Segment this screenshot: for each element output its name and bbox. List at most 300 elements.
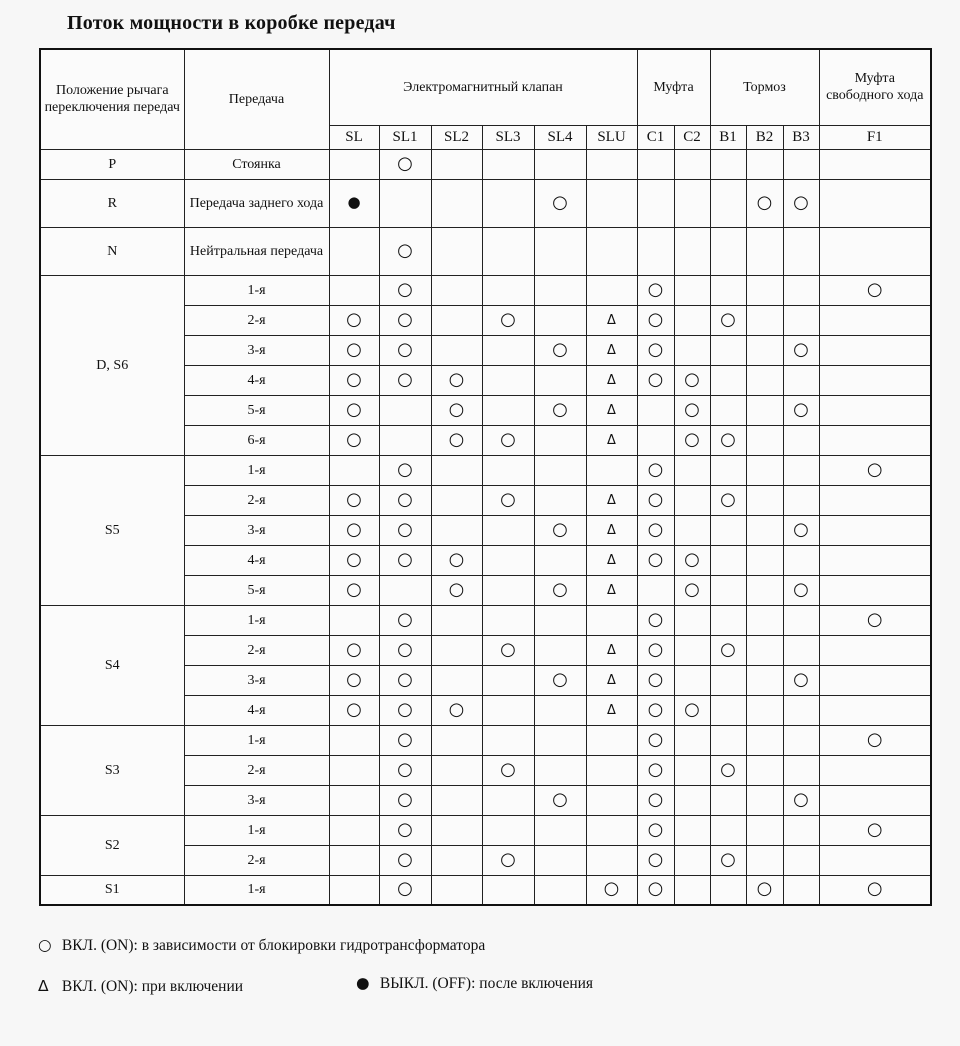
mark-cell	[746, 305, 783, 335]
mark-cell	[431, 575, 482, 605]
column-code-c1: C1	[637, 125, 674, 149]
gear-cell: 4-я	[184, 365, 329, 395]
mark-cell	[379, 305, 431, 335]
filled-dot-icon: ●	[356, 974, 370, 992]
mark-cell	[379, 605, 431, 635]
mark-cell	[482, 755, 534, 785]
gear-cell: Стоянка	[184, 149, 329, 179]
mark-cell	[674, 575, 710, 605]
mark-cell	[379, 149, 431, 179]
mark-cell	[379, 785, 431, 815]
mark-cell	[637, 695, 674, 725]
mark-cell	[431, 695, 482, 725]
mark-cell	[783, 335, 819, 365]
mark-cell	[637, 635, 674, 665]
mark-cell	[482, 305, 534, 335]
circle-icon: ○	[397, 488, 413, 510]
mark-cell	[534, 875, 586, 905]
mark-cell	[482, 875, 534, 905]
table-row	[40, 149, 931, 179]
mark-cell	[710, 179, 746, 227]
mark-cell	[819, 515, 931, 545]
mark-cell	[482, 845, 534, 875]
mark-cell	[482, 515, 534, 545]
mark-cell	[431, 845, 482, 875]
mark-cell	[819, 785, 931, 815]
mark-cell	[534, 785, 586, 815]
gear-cell: 2-я	[184, 485, 329, 515]
circle-icon: ○	[647, 548, 664, 570]
mark-cell	[329, 875, 379, 905]
mark-cell	[482, 395, 534, 425]
mark-cell	[431, 395, 482, 425]
mark-cell	[637, 149, 674, 179]
mark-cell	[637, 575, 674, 605]
circle-icon: ○	[720, 758, 736, 780]
mark-cell	[482, 665, 534, 695]
mark-cell	[637, 425, 674, 455]
mark-cell	[783, 179, 819, 227]
triangle-icon: Δ	[607, 492, 616, 508]
circle-icon: ○	[346, 578, 362, 600]
page-title: Поток мощности в коробке передач	[67, 12, 396, 34]
mark-cell	[482, 335, 534, 365]
lever-position-cell: D, S6	[40, 275, 184, 455]
lever-position-cell: S5	[40, 455, 184, 605]
circle-icon: ○	[866, 878, 883, 900]
circle-icon: ○	[684, 578, 700, 600]
mark-cell	[534, 275, 586, 305]
table-row	[40, 815, 931, 845]
mark-cell	[534, 515, 586, 545]
mark-cell	[534, 365, 586, 395]
lever-position-cell: S2	[40, 815, 184, 875]
column-code-slu: SLU	[586, 125, 637, 149]
filled-dot-icon: ●	[347, 193, 361, 211]
mark-cell	[482, 485, 534, 515]
mark-cell	[534, 485, 586, 515]
mark-cell	[329, 545, 379, 575]
mark-cell	[586, 365, 637, 395]
mark-cell	[379, 695, 431, 725]
triangle-icon: Δ	[607, 312, 616, 328]
circle-icon: ○	[793, 338, 809, 360]
mark-cell	[431, 365, 482, 395]
circle-icon: ○	[756, 191, 773, 213]
circle-icon: ○	[684, 698, 700, 720]
circle-icon: ○	[756, 878, 773, 900]
mark-cell	[783, 425, 819, 455]
column-code-b2: B2	[746, 125, 783, 149]
mark-cell	[379, 815, 431, 845]
mark-cell	[710, 485, 746, 515]
mark-cell	[329, 227, 379, 275]
mark-cell	[431, 515, 482, 545]
mark-cell	[534, 545, 586, 575]
gear-cell: 1-я	[184, 875, 329, 905]
mark-cell	[674, 665, 710, 695]
mark-cell	[329, 395, 379, 425]
mark-cell	[534, 455, 586, 485]
mark-cell	[637, 485, 674, 515]
mark-cell	[482, 365, 534, 395]
lever-position-cell: N	[40, 227, 184, 275]
circle-icon: ○	[647, 608, 664, 630]
mark-cell	[674, 275, 710, 305]
mark-cell	[710, 725, 746, 755]
table-row	[40, 227, 931, 275]
header-lever-position: Положение рычага переключения передач	[40, 49, 184, 149]
mark-cell	[674, 635, 710, 665]
lever-position-cell: S1	[40, 875, 184, 905]
mark-cell	[783, 305, 819, 335]
circle-icon: ○	[647, 668, 664, 690]
triangle-icon: Δ	[38, 977, 49, 995]
mark-cell	[819, 635, 931, 665]
circle-icon: ○	[397, 698, 413, 720]
mark-cell	[482, 545, 534, 575]
circle-icon: ○	[397, 518, 413, 540]
circle-icon: ○	[397, 668, 413, 690]
circle-icon: ○	[346, 638, 362, 660]
mark-cell	[710, 695, 746, 725]
mark-cell	[674, 179, 710, 227]
circle-icon: ○	[720, 638, 736, 660]
mark-cell	[586, 395, 637, 425]
circle-icon: ○	[603, 878, 620, 900]
gear-cell: 5-я	[184, 395, 329, 425]
circle-icon: ○	[647, 488, 664, 510]
mark-cell	[746, 335, 783, 365]
circle-icon: ○	[397, 239, 413, 261]
circle-icon: ○	[397, 638, 413, 660]
circle-icon: ○	[647, 848, 664, 870]
mark-cell	[783, 149, 819, 179]
mark-cell	[329, 305, 379, 335]
gear-cell: 3-я	[184, 785, 329, 815]
mark-cell	[586, 179, 637, 227]
legend-circle	[38, 936, 485, 955]
circle-icon: ○	[647, 368, 664, 390]
mark-cell	[637, 845, 674, 875]
lever-position-cell: R	[40, 179, 184, 227]
mark-cell	[379, 755, 431, 785]
lever-position-cell: P	[40, 149, 184, 179]
mark-cell	[431, 425, 482, 455]
circle-icon: ○	[684, 548, 700, 570]
mark-cell	[819, 365, 931, 395]
mark-cell	[819, 395, 931, 425]
mark-cell	[783, 845, 819, 875]
mark-cell	[746, 455, 783, 485]
gear-cell: 3-я	[184, 515, 329, 545]
circle-icon: ○	[552, 518, 568, 540]
circle-icon: ○	[448, 398, 465, 420]
mark-cell	[586, 755, 637, 785]
mark-cell	[431, 755, 482, 785]
legend-dot-text: ВЫКЛ. (OFF): после включения	[379, 975, 594, 992]
mark-cell	[329, 845, 379, 875]
mark-cell	[534, 695, 586, 725]
circle-icon: ○	[866, 818, 883, 840]
mark-cell	[329, 755, 379, 785]
mark-cell	[783, 815, 819, 845]
circle-icon: ○	[793, 578, 809, 600]
mark-cell	[637, 815, 674, 845]
mark-cell	[534, 635, 586, 665]
circle-icon: ○	[552, 398, 568, 420]
circle-icon: ○	[647, 308, 664, 330]
mark-cell	[746, 575, 783, 605]
circle-icon: ○	[647, 458, 664, 480]
triangle-icon: Δ	[607, 342, 616, 358]
mark-cell	[431, 635, 482, 665]
gear-cell: 1-я	[184, 725, 329, 755]
mark-cell	[379, 545, 431, 575]
circle-icon: ○	[397, 758, 413, 780]
circle-icon: ○	[448, 698, 465, 720]
mark-cell	[329, 179, 379, 227]
circle-icon: ○	[793, 191, 809, 213]
column-code-sl: SL	[329, 125, 379, 149]
circle-icon: ○	[552, 578, 568, 600]
mark-cell	[710, 227, 746, 275]
mark-cell	[329, 635, 379, 665]
circle-icon: ○	[647, 698, 664, 720]
circle-icon: ○	[397, 368, 413, 390]
mark-cell	[637, 875, 674, 905]
mark-cell	[329, 575, 379, 605]
header-oneway-clutch: Муфта свободного хода	[819, 49, 931, 125]
legend-dot	[356, 974, 593, 993]
circle-icon: ○	[500, 848, 516, 870]
mark-cell	[746, 785, 783, 815]
gear-cell: 1-я	[184, 275, 329, 305]
mark-cell	[431, 725, 482, 755]
gear-cell: 6-я	[184, 425, 329, 455]
mark-cell	[674, 335, 710, 365]
mark-cell	[674, 755, 710, 785]
mark-cell	[746, 149, 783, 179]
mark-cell	[783, 755, 819, 785]
mark-cell	[586, 785, 637, 815]
mark-cell	[674, 605, 710, 635]
mark-cell	[674, 425, 710, 455]
mark-cell	[586, 725, 637, 755]
circle-icon: ○	[448, 578, 465, 600]
mark-cell	[482, 575, 534, 605]
circle-icon: ○	[866, 608, 883, 630]
gear-cell: 4-я	[184, 545, 329, 575]
gear-cell: 2-я	[184, 755, 329, 785]
circle-icon: ○	[684, 428, 700, 450]
mark-cell	[482, 227, 534, 275]
triangle-icon: Δ	[607, 672, 616, 688]
gear-cell: 1-я	[184, 455, 329, 485]
mark-cell	[431, 305, 482, 335]
mark-cell	[746, 179, 783, 227]
mark-cell	[674, 845, 710, 875]
gear-cell: Нейтральная передача	[184, 227, 329, 275]
mark-cell	[329, 275, 379, 305]
mark-cell	[637, 605, 674, 635]
mark-cell	[586, 875, 637, 905]
triangle-icon: Δ	[607, 552, 616, 568]
circle-icon: ○	[684, 398, 700, 420]
mark-cell	[783, 665, 819, 695]
circle-icon: ○	[448, 428, 465, 450]
circle-icon: ○	[397, 878, 413, 900]
mark-cell	[586, 665, 637, 695]
circle-icon: ○	[500, 758, 516, 780]
mark-cell	[710, 149, 746, 179]
mark-cell	[586, 515, 637, 545]
mark-cell	[482, 785, 534, 815]
mark-cell	[534, 815, 586, 845]
mark-cell	[379, 335, 431, 365]
table-row	[40, 605, 931, 635]
mark-cell	[674, 815, 710, 845]
mark-cell	[586, 545, 637, 575]
mark-cell	[431, 485, 482, 515]
circle-icon: ○	[684, 368, 700, 390]
mark-cell	[586, 305, 637, 335]
legend-circle-text: ВКЛ. (ON): в зависимости от блокировки гидротрансформатора	[61, 937, 486, 954]
column-code-b3: B3	[783, 125, 819, 149]
mark-cell	[637, 755, 674, 785]
mark-cell	[329, 455, 379, 485]
column-code-sl1: SL1	[379, 125, 431, 149]
circle-icon: ○	[346, 398, 362, 420]
mark-cell	[431, 149, 482, 179]
triangle-icon: Δ	[607, 372, 616, 388]
mark-cell	[674, 515, 710, 545]
mark-cell	[534, 149, 586, 179]
mark-cell	[783, 275, 819, 305]
mark-cell	[746, 815, 783, 845]
mark-cell	[431, 455, 482, 485]
mark-cell	[819, 725, 931, 755]
mark-cell	[431, 875, 482, 905]
mark-cell	[783, 227, 819, 275]
mark-cell	[783, 875, 819, 905]
mark-cell	[819, 545, 931, 575]
circle-icon: ○	[346, 428, 362, 450]
mark-cell	[819, 665, 931, 695]
column-code-c2: C2	[674, 125, 710, 149]
mark-cell	[710, 875, 746, 905]
circle-icon: ○	[500, 308, 516, 330]
mark-cell	[674, 545, 710, 575]
mark-cell	[431, 785, 482, 815]
mark-cell	[534, 725, 586, 755]
circle-icon: ○	[397, 548, 413, 570]
mark-cell	[586, 149, 637, 179]
circle-icon: ○	[500, 428, 516, 450]
column-code-f1: F1	[819, 125, 931, 149]
circle-icon: ○	[647, 878, 664, 900]
mark-cell	[329, 695, 379, 725]
mark-cell	[746, 845, 783, 875]
circle-icon: ○	[397, 338, 413, 360]
circle-icon: ○	[793, 398, 809, 420]
circle-icon: ○	[346, 338, 362, 360]
table-row	[40, 725, 931, 755]
mark-cell	[329, 425, 379, 455]
circle-icon: ○	[346, 308, 362, 330]
mark-cell	[674, 365, 710, 395]
mark-cell	[783, 485, 819, 515]
triangle-icon: Δ	[607, 402, 616, 418]
mark-cell	[746, 545, 783, 575]
mark-cell	[586, 845, 637, 875]
mark-cell	[819, 179, 931, 227]
gear-cell: 1-я	[184, 815, 329, 845]
triangle-icon: Δ	[607, 432, 616, 448]
circle-icon: ○	[647, 638, 664, 660]
circle-icon: ○	[38, 936, 52, 954]
mark-cell	[674, 785, 710, 815]
mark-cell	[379, 395, 431, 425]
header-solenoid: Электромагнитный клапан	[329, 49, 637, 125]
circle-icon: ○	[720, 848, 736, 870]
mark-cell	[329, 785, 379, 815]
mark-cell	[329, 815, 379, 845]
mark-cell	[783, 725, 819, 755]
mark-cell	[819, 755, 931, 785]
mark-cell	[746, 395, 783, 425]
mark-cell	[637, 665, 674, 695]
legend-triangle	[38, 977, 243, 996]
circle-icon: ○	[346, 698, 362, 720]
mark-cell	[534, 227, 586, 275]
mark-cell	[746, 227, 783, 275]
mark-cell	[819, 149, 931, 179]
circle-icon: ○	[793, 668, 809, 690]
mark-cell	[534, 755, 586, 785]
circle-icon: ○	[397, 728, 413, 750]
mark-cell	[482, 425, 534, 455]
mark-cell	[746, 635, 783, 665]
mark-cell	[637, 275, 674, 305]
mark-cell	[379, 575, 431, 605]
power-flow-table	[39, 48, 932, 906]
circle-icon: ○	[720, 488, 736, 510]
mark-cell	[674, 875, 710, 905]
mark-cell	[783, 785, 819, 815]
circle-icon: ○	[397, 308, 413, 330]
circle-icon: ○	[346, 548, 362, 570]
gear-cell: 3-я	[184, 335, 329, 365]
column-code-sl2: SL2	[431, 125, 482, 149]
table-row	[40, 455, 931, 485]
mark-cell	[534, 395, 586, 425]
circle-icon: ○	[448, 368, 465, 390]
mark-cell	[746, 875, 783, 905]
mark-cell	[783, 365, 819, 395]
mark-cell	[329, 335, 379, 365]
circle-icon: ○	[346, 668, 362, 690]
triangle-icon: Δ	[607, 522, 616, 538]
mark-cell	[379, 455, 431, 485]
mark-cell	[746, 275, 783, 305]
gear-cell: 3-я	[184, 665, 329, 695]
gear-cell: 2-я	[184, 845, 329, 875]
triangle-icon: Δ	[607, 642, 616, 658]
mark-cell	[637, 455, 674, 485]
mark-cell	[329, 515, 379, 545]
circle-icon: ○	[346, 368, 362, 390]
